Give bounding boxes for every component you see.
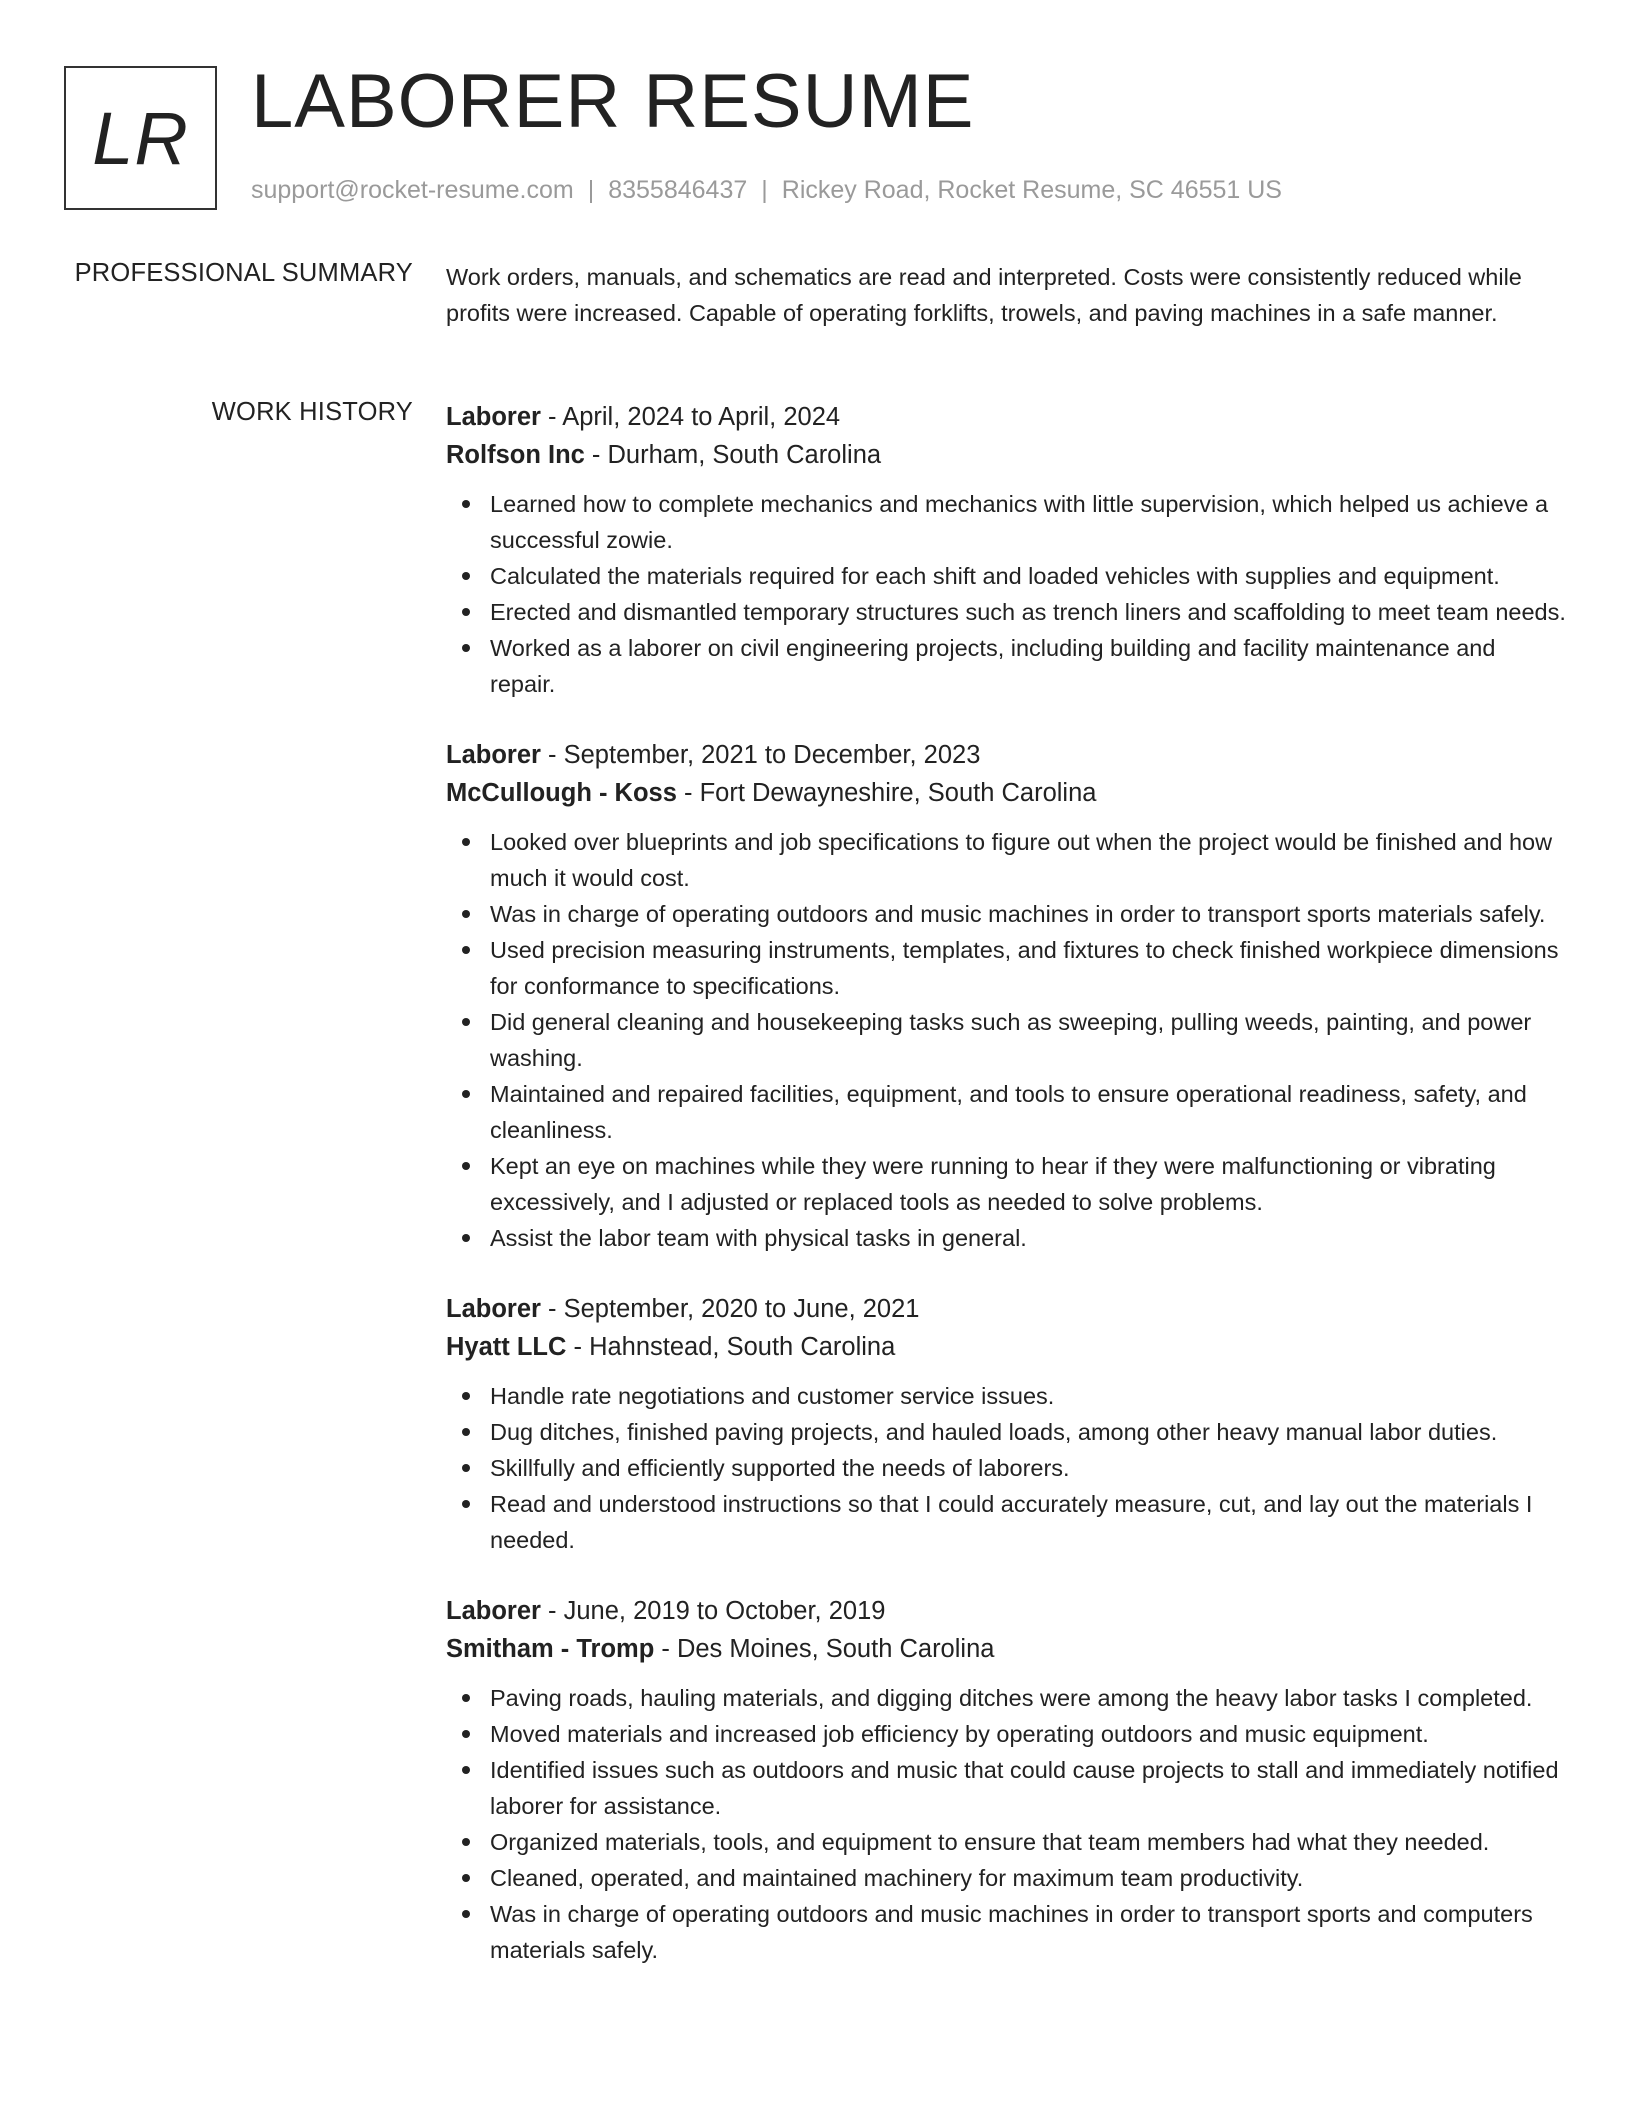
monogram-initials: LR: [92, 96, 189, 180]
job-bullets: [446, 486, 1566, 702]
job-company: McCullough - Koss: [446, 779, 677, 807]
job-bullet: Did general cleaning and housekeeping tasks such as sweeping, pulling weeds, painting, and power washing.: [446, 1004, 1566, 1076]
job-location: - Durham, South Carolina: [584, 441, 882, 469]
job-bullet: Kept an eye on machines while they were running to hear if they were malfunctioning or vibrating excessively, and I adjusted or replaced tools as needed to solve problems.: [446, 1148, 1566, 1220]
job-bullet: Read and understood instructions so that I could accurately measure, cut, and lay out the materials I needed.: [446, 1486, 1566, 1558]
contact-address: Rickey Road, Rocket Resume, SC 46551 US: [781, 176, 1282, 204]
job-bullet: Was in charge of operating outdoors and music machines in order to transport sports and computers materials safely.: [446, 1896, 1566, 1968]
job-title: Laborer: [446, 1295, 541, 1323]
contact-separator: |: [761, 176, 768, 204]
job-location: - Des Moines, South Carolina: [654, 1635, 995, 1663]
job-bullet: Assist the labor team with physical tasks in general.: [446, 1220, 1566, 1256]
job-bullet: Was in charge of operating outdoors and music machines in order to transport sports materials safely.: [446, 896, 1566, 932]
job-dates: - April, 2024 to April, 2024: [540, 403, 841, 431]
resume-header: [64, 59, 1564, 210]
job-bullet: Used precision measuring instruments, templates, and fixtures to check finished workpiece dimensions for conformance to specifications.: [446, 932, 1566, 1004]
job-company: Rolfson Inc: [446, 441, 585, 469]
job-bullet: Worked as a laborer on civil engineering projects, including building and facility maintenance and repair.: [446, 630, 1566, 702]
job-title: Laborer: [446, 403, 541, 431]
contact-line: [251, 176, 1282, 205]
job-bullet: Handle rate negotiations and customer service issues.: [446, 1378, 1566, 1414]
job-dates: - September, 2020 to June, 2021: [540, 1295, 920, 1323]
contact-email[interactable]: support@rocket-resume.com: [251, 176, 574, 204]
job-company-line: [446, 774, 1566, 812]
job-company: Smitham - Tromp: [446, 1635, 655, 1663]
job-entry: [446, 736, 1566, 1256]
summary-body: [446, 259, 1566, 331]
job-company-line: [446, 436, 1566, 474]
job-company-line: [446, 1328, 1566, 1366]
job-bullets: [446, 824, 1566, 1256]
job-bullet: Maintained and repaired facilities, equipment, and tools to ensure operational readiness, safety, and cleanliness.: [446, 1076, 1566, 1148]
job-location: - Hahnstead, South Carolina: [566, 1333, 896, 1361]
job-bullet: Paving roads, hauling materials, and digging ditches were among the heavy labor tasks I completed.: [446, 1680, 1566, 1716]
job-location: - Fort Dewayneshire, South Carolina: [676, 779, 1097, 807]
job-entry: [446, 1290, 1566, 1558]
job-bullet: Identified issues such as outdoors and music that could cause projects to stall and immediately notified laborer for assistance.: [446, 1752, 1566, 1824]
job-title-line: [446, 398, 1566, 436]
contact-phone[interactable]: 8355846437: [608, 176, 748, 204]
summary-text: Work orders, manuals, and schematics are read and interpreted. Costs were consistently reduced while profits were increased. Capable of operating forklifts, trowels, and paving machines in a safe manner.: [446, 264, 1522, 326]
job-title-line: [446, 1290, 1566, 1328]
job-entry: [446, 1592, 1566, 1968]
monogram-box: [64, 66, 217, 210]
job-bullet: Looked over blueprints and job specifications to figure out when the project would be finished and how much it would cost.: [446, 824, 1566, 896]
job-bullet: Erected and dismantled temporary structures such as trench liners and scaffolding to meet team needs.: [446, 594, 1566, 630]
job-company: Hyatt LLC: [446, 1333, 567, 1361]
job-entry: [446, 398, 1566, 702]
job-bullet: Dug ditches, finished paving projects, and hauled loads, among other heavy manual labor duties.: [446, 1414, 1566, 1450]
resume-title: LABORER RESUME: [251, 59, 975, 144]
job-bullets: [446, 1378, 1566, 1558]
job-bullet: Moved materials and increased job efficiency by operating outdoors and music equipment.: [446, 1716, 1566, 1752]
job-dates: - June, 2019 to October, 2019: [540, 1597, 886, 1625]
contact-separator: |: [587, 176, 595, 204]
work-history-body: [446, 398, 1566, 2002]
job-company-line: [446, 1630, 1566, 1668]
job-bullet: Cleaned, operated, and maintained machinery for maximum team productivity.: [446, 1860, 1566, 1896]
job-bullet: Organized materials, tools, and equipment to ensure that team members had what they needed.: [446, 1824, 1566, 1860]
job-title: Laborer: [446, 1597, 541, 1625]
job-dates: - September, 2021 to December, 2023: [540, 741, 981, 769]
job-bullet: Calculated the materials required for each shift and loaded vehicles with supplies and equipment.: [446, 558, 1566, 594]
job-bullets: [446, 1680, 1566, 1968]
section-label-summary: PROFESSIONAL SUMMARY: [74, 259, 413, 287]
job-title: Laborer: [446, 741, 541, 769]
job-title-line: [446, 736, 1566, 774]
job-bullet: Learned how to complete mechanics and mechanics with little supervision, which helped us achieve a successful zowie.: [446, 486, 1566, 558]
job-title-line: [446, 1592, 1566, 1630]
job-bullet: Skillfully and efficiently supported the needs of laborers.: [446, 1450, 1566, 1486]
section-label-work-history: WORK HISTORY: [211, 398, 413, 426]
